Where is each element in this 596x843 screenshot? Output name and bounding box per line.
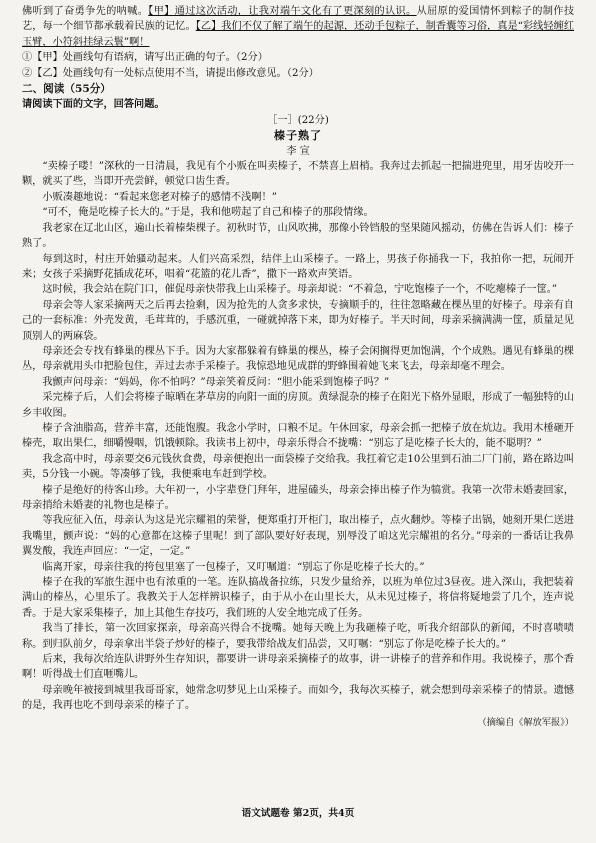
article-paragraph: 小贩凑趣地说：“看起来您老对榛子的感情不浅啊！”: [42, 191, 277, 203]
part-label: ［一］(22分): [267, 114, 329, 126]
article-paragraph: 采完榛子后，人们会将榛子晾晒在茅草房的向阳一面的房顶。黄绿混杂的榛子在阳光下格外显眼，形成了一幅独特的山乡丰收图。: [22, 392, 574, 419]
question-2: ②【乙】处画线句有一处标点使用不当，请提出修改意见。（2分）: [22, 67, 319, 79]
underlined-sentence-jia: 【甲】通过这次活动，让我对端午文化有了更深刻的认识。: [148, 6, 417, 17]
question-1: ①【甲】处画线句有语病，请写出正确的句子。（2分）: [22, 52, 268, 64]
article-paragraph: “可不，俺是吃榛子长大的。”于是，我和他唠起了自己和榛子的那段情缘。: [42, 207, 374, 219]
article-paragraph: 每到这时，村庄开始骚动起来。人们兴高采烈，结伴上山采榛子。一路上，男孩子你捅我一下，我拍你一把，玩闹开来；女孩子采摘野花插成花环，唱着“花篮的花儿香”，撒下一路欢声笑语。: [22, 253, 574, 280]
section-instruction: 请阅读下面的文字，回答问题。: [22, 98, 165, 111]
article-paragraph: 等我应征入伍，母亲认为这是光宗耀祖的荣誉，便郑重打开柜门，取出榛子，点火翻炒。等榛子出锅，她刻开果仁送进我嘴里，颤声说：“妈的心意都在这榛子里呢！到了部队要好好表现，别辱没了咱这光宗耀祖的名分。”母亲的一番话让我鼻翼发酸，我连声回应：“一定，一定。”: [22, 515, 574, 558]
article-paragraph: 后来，我每次给连队讲野外生存知识，都要讲一讲母亲采摘榛子的故事，讲一讲榛子的营养和作用。我说榛子，那个香啊！听得战士们直咂嘴儿。: [22, 654, 574, 681]
article-paragraph: “卖榛子喽！”深秋的一日清晨，我见有个小贩在叫卖榛子，不禁喜上眉梢。我奔过去抓起一把揣进兜里，用牙齿咬开一颗，就买了些，当即开壳尝鲜，顿觉口齿生香。: [22, 161, 574, 188]
intro-text-c: 从屈原的爱国情怀到粽子的制作技艺，每一个细节都承载着民族的记忆。: [22, 6, 575, 33]
article-paragraph: 榛子在我的军旅生涯中也有浓重的一笔。连队搞战备拉练，只发少量给养，以班为单位过3昼夜。进入深山，我把装着满山的榛丛，心里乐了。我教关于人怎样辨识榛子，由于从小在山里长大，从未见过榛子，将信将疑地尝了几个，连声说香。于是大家采集榛子，加上其他生存技巧，我们班的人安全地完成了任务。: [22, 577, 574, 619]
article-paragraph: 母亲晚年被接到城里我哥哥家，她常念叨梦见上山采榛子。而如今，我每次买榛子，就会想到母亲采榛子的情景。遗憾的是，我再也吃不到母亲采的榛子了。: [22, 684, 574, 712]
article-title: 榛子熟了: [274, 129, 322, 143]
article-paragraph: 我颤声问母亲：“妈妈，你不怕吗？”母亲笑着反问：“胆小能采到饱榛子吗？”: [42, 376, 390, 388]
article-source: （摘编自《解放军报》）: [477, 716, 574, 728]
page-footer: 语文试题卷 第2页，共4页: [241, 808, 355, 819]
article-author: 李 宣: [286, 145, 310, 157]
article-paragraph: 母亲还会专找有蜂巢的棵丛下手。因为大家都躲着有蜂巢的棵丛，榛子会闲搁得更加饱满，个个成熟。遇见有蜂巢的棵丛，母亲就用头巾把脸包住，弄过去赤手采榛子。我惊恐地见成群的野蜂围着她飞来飞去，母亲却毫不理会。: [22, 345, 574, 373]
intro-text-a: 佛听到了奋勇争先的呐喊。: [22, 6, 149, 17]
article-body: [22, 159, 574, 714]
intro-paragraph: [22, 4, 574, 50]
section-heading: 二、阅读（55分）: [22, 83, 111, 96]
article-paragraph: 我老家在辽北山区，遍山长着榛柴棵子。初秋时节，山风吹拂，那像小铃铛般的坚果随风摇动，仿佛在告诉人们：榛子熟了。: [22, 222, 574, 250]
article-paragraph: 这时候，我会站在院门口，催促母亲快带我上山采榛子。母亲却说：“不着急，宁吃饱榛子一个，不吃瘪榛子一筐。”: [42, 284, 558, 296]
underlined-sentence-yi: 【乙】我们不仅了解了端午的起源，还动手包粽子，制香囊等习俗，真是“彩线轻缠红玉臂，小符斜挂绿云鬟”啊！: [22, 21, 575, 48]
article-paragraph: 榛子是绝好的待客山珍。大年初一，小字辈登门拜年，进屋磕头，母亲会捧出榛子作为犒赏。我第一次带未婚妻回家，母亲捎给未婚妻的礼物也是榛子。: [22, 484, 574, 511]
article-paragraph: 临离开家，母亲往我的挎包里塞了一包榛子，又叮嘱道：“别忘了你是吃榛子长大的。”: [42, 561, 425, 573]
article-paragraph: 我念高中时，母亲要交6元钱伙食费，母亲便抱出一面袋榛子交给我。我扛着它走10公里到石油二厂门前，路在路边叫卖，5分钱一小碗。等凑够了钱，我便乘电车赶到学校。: [22, 453, 574, 481]
article-paragraph: 我当了排长，第一次回家探亲，母亲高兴得合不拢嘴。她每天晚上为我砸榛子吃，听我介绍部队的新闻，不时喜啧啧称。到归队前夕，母亲拿出半袋子炒好的榛子，要我带给战友们品尝，又叮嘱：“别忘了你是吃榛子长大的。”: [22, 623, 574, 650]
article-paragraph: 榛子含油脂高，营养丰富，还能饱腹。我念小学时，口粮不足。午休回家，母亲会抓一把榛子放在炕边。我用木棰砸开榛壳，取出果仁，细嚼慢咽，饥饿顿除。我读书上初中，母亲乐得合不拢嘴：“别忘了是吃榛子长大的，能不聪明？”: [22, 422, 574, 450]
article-paragraph: 母亲会等人家采摘两天之后再去捡剩，因为抢先的人贪多求快，专摘顺手的，往往忽略藏在棵丛里的好榛子。母亲有自己的一套标准：外壳发黄，毛茸茸的，手感沉重，一碰就掉落下来，即为好榛子。半天时间，母亲采摘满满一筐，质量足见顶别人的两麻袋。: [22, 299, 574, 342]
